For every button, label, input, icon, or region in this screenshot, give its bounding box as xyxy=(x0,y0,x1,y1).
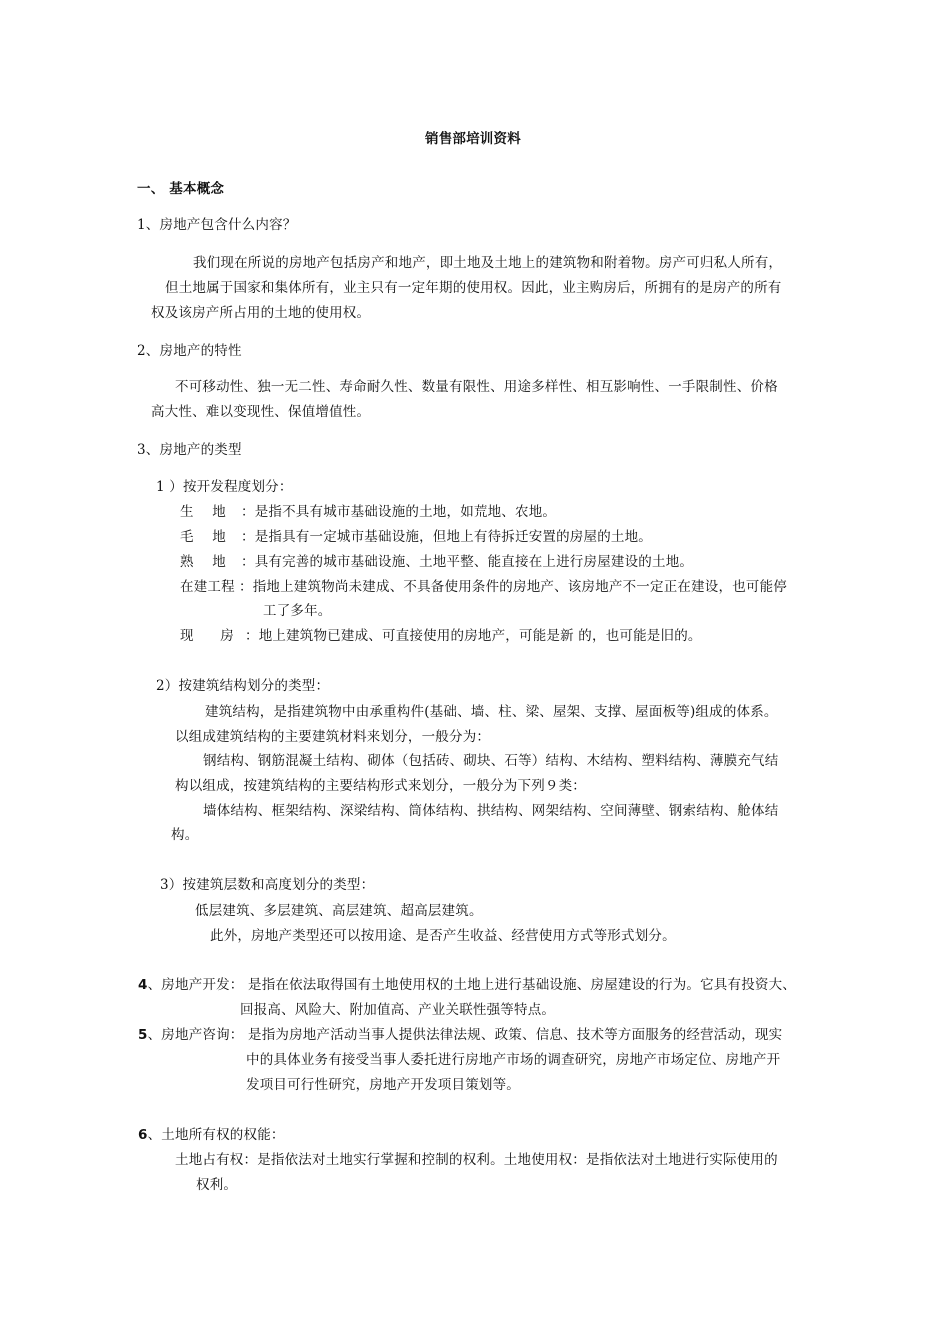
term-definition: 工了多年。 xyxy=(263,603,332,619)
term-label: 现 房 xyxy=(180,628,234,644)
paragraph-line: 权利。 xyxy=(196,1177,238,1193)
question-6-label xyxy=(138,1126,285,1144)
term-definition: ：是指具有一定城市基础设施，但地上有待拆迁安置的房屋的土地。 xyxy=(241,529,652,545)
term-label: 毛 地 xyxy=(180,529,226,545)
question-1-label: 1、房地产包含什么内容？ xyxy=(137,217,297,233)
paragraph-line: 建筑结构，是指建筑物中由承重构件(基础、墙、柱、梁、屋架、支撑、屋面板等)组成的体系。 xyxy=(205,704,778,720)
paragraph-line: 构。 xyxy=(171,827,199,843)
paragraph-line: 回报高、风险大、附加值高、产业关联性强等特点。 xyxy=(240,1002,556,1018)
paragraph-line: 中的具体业务有接受当事人委托进行房地产市场的调查研究，房地产市场定位、房地产开 xyxy=(246,1052,781,1068)
question-title: 、土地所有权的权能： xyxy=(147,1127,285,1143)
term-definition: ：是指不具有城市基础设施的土地，如荒地、农地。 xyxy=(241,504,557,520)
paragraph-line: 发项目可行性研究，房地产开发项目策划等。 xyxy=(246,1077,520,1093)
question-title: 、房地产开发： xyxy=(147,977,244,993)
page-title: 销售部培训资料 xyxy=(425,131,521,147)
term-label: 在建工程 xyxy=(180,579,235,595)
paragraph-line: 低层建筑、多层建筑、高层建筑、超高层建筑。 xyxy=(195,903,483,919)
term-definition: ：具有完善的城市基础设施、土地平整、能直接在上进行房屋建设的土地。 xyxy=(241,554,694,570)
subsection-1-label: 1 ）按开发程度划分： xyxy=(156,479,293,495)
term-definition: ：地上建筑物已建成、可直接使用的房地产，可能是新 的，也可能是旧的。 xyxy=(245,628,702,644)
paragraph-line: 墙体结构、框架结构、深梁结构、筒体结构、拱结构、网架结构、空间薄壁、钢索结构、舱体结 xyxy=(203,803,779,819)
paragraph-line: 高大性、难以变现性、保值增值性。 xyxy=(151,404,371,420)
paragraph-line: 构以组成，按建筑结构的主要结构形式来划分，一般分为下列９类： xyxy=(175,778,586,794)
question-3-label: 3、房地产的类型 xyxy=(137,442,242,458)
paragraph-line: 是指在依法取得国有土地使用权的土地上进行基础设施、房屋建设的行为。它具有投资大、 xyxy=(248,977,796,993)
paragraph-line: 权及该房产所占用的土地的使用权。 xyxy=(151,305,371,321)
paragraph-line: 不可移动性、独一无二性、寿命耐久性、数量有限性、用途多样性、相互影响性、一手限制性、价格 xyxy=(175,379,778,395)
question-title: 、房地产咨询： xyxy=(147,1027,244,1043)
paragraph-line: 此外，房地产类型还可以按用途、是否产生收益、经营使用方式等形式划分。 xyxy=(210,928,676,944)
question-2-label: 2、房地产的特性 xyxy=(137,343,242,359)
subsection-2-label: 2）按建筑结构划分的类型： xyxy=(156,678,330,694)
question-4-label xyxy=(138,976,244,994)
paragraph-line: 以组成建筑结构的主要建筑材料来划分，一般分为： xyxy=(175,729,491,745)
question-number: 4 xyxy=(138,977,148,993)
question-number: 5 xyxy=(138,1027,148,1043)
term-definition: ：指地上建筑物尚未建成、不具备使用条件的房地产、该房地产不一定正在建设，也可能停 xyxy=(239,579,787,595)
term-label: 熟 地 xyxy=(180,554,226,570)
paragraph-line: 但土地属于国家和集体所有，业主只有一定年期的使用权。因此，业主购房后，所拥有的是房产的所有 xyxy=(165,280,782,296)
section-heading: 一、 基本概念 xyxy=(137,181,225,197)
subsection-3-label: 3）按建筑层数和高度划分的类型： xyxy=(160,877,375,893)
paragraph-line: 是指为房地产活动当事人提供法律法规、政策、信息、技术等方面服务的经营活动，现实 xyxy=(248,1027,783,1043)
paragraph-line: 钢结构、钢筋混凝土结构、砌体（包括砖、砌块、石等）结构、木结构、塑料结构、薄膜充气结 xyxy=(203,753,779,769)
term-label: 生 地 xyxy=(180,504,226,520)
question-5-label xyxy=(138,1026,244,1044)
paragraph-line: 土地占有权：是指依法对土地实行掌握和控制的权利。土地使用权：是指依法对土地进行实际使用的 xyxy=(175,1152,778,1168)
paragraph-line: 我们现在所说的房地产包括房产和地产，即土地及土地上的建筑物和附着物。房产可归私人所有， xyxy=(193,255,783,271)
question-number: 6 xyxy=(138,1127,148,1143)
